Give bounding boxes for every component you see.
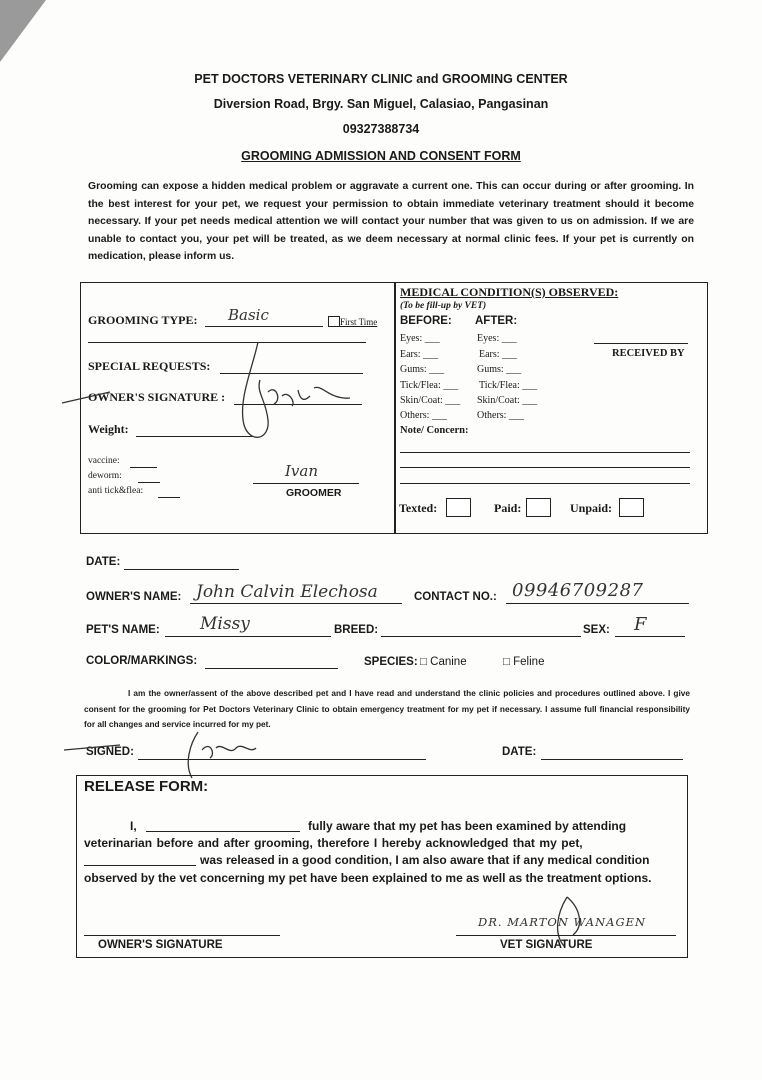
species-label: SPECIES:	[364, 656, 418, 668]
date-line[interactable]	[124, 569, 239, 570]
breed-line[interactable]	[381, 636, 581, 637]
contact-label: CONTACT NO.:	[414, 591, 497, 603]
weight-label: Weight:	[88, 422, 129, 436]
signed-date-line[interactable]	[541, 759, 683, 760]
before-label: BEFORE:	[400, 315, 452, 327]
after-tickflea: Tick/Flea: ___	[479, 380, 538, 391]
medical-title: MEDICAL CONDITION(S) OBSERVED:	[400, 285, 619, 299]
groomer-name[interactable]: Ivan	[285, 462, 319, 480]
before-skincoat: Skin/Coat: ___	[400, 395, 461, 406]
vet-signature-label: VET SIGNATURE	[500, 939, 593, 951]
after-ears: Ears: ___	[479, 349, 518, 360]
vaccine-label: vaccine:	[88, 456, 120, 466]
sex-label: SEX:	[583, 624, 610, 636]
pet-name-line	[165, 636, 331, 637]
grooming-type-line	[205, 326, 323, 327]
received-by-line[interactable]	[594, 343, 688, 344]
clinic-address: Diversion Road, Brgy. San Miguel, Calasiao, Pangasinan	[213, 97, 549, 111]
note-line-2[interactable]	[400, 467, 690, 468]
color-markings-label: COLOR/MARKINGS:	[86, 655, 198, 667]
color-markings-line[interactable]	[205, 668, 338, 669]
special-requests-label: SPECIAL REQUESTS:	[88, 359, 211, 373]
contact-line	[506, 603, 689, 604]
after-others: Others: ___	[477, 410, 524, 421]
before-ears: Ears: ___	[400, 349, 439, 360]
after-gums: Gums: ___	[477, 364, 522, 375]
first-time-label: First Time	[340, 317, 378, 327]
after-eyes: Eyes: ___	[477, 333, 517, 344]
sex-value[interactable]: F	[634, 614, 647, 635]
signed-date-label: DATE:	[502, 746, 537, 758]
breed-label: BREED:	[334, 624, 379, 636]
folded-corner	[0, 0, 46, 62]
grooming-type-label: GROOMING TYPE:	[88, 313, 198, 327]
before-tickflea: Tick/Flea: ___	[400, 380, 459, 391]
owner-signature-release-line[interactable]	[84, 935, 280, 936]
release-line4: observed by the vet concerning my pet have been explained to me as well as the treatment options.	[84, 871, 652, 885]
antitick-label: anti tick&flea:	[88, 486, 144, 496]
species-feline-option[interactable]: □ Feline	[503, 656, 545, 668]
species-canine-option[interactable]: □ Canine	[420, 656, 467, 668]
unpaid-checkbox[interactable]	[619, 498, 644, 517]
release-owner-signature-label: OWNER'S SIGNATURE	[98, 939, 223, 951]
first-time-checkbox[interactable]	[328, 316, 340, 327]
unpaid-label: Unpaid:	[570, 501, 613, 515]
vet-signature-line[interactable]	[456, 935, 676, 936]
intro-paragraph: Grooming can expose a hidden medical problem or aggravate a current one. This can occur during or after grooming. In the best interest for your pet, we request your permission to obtain immediate veterinary treatment should it become necessary. If your pet needs medical attention we will contact your number that was given to us on admission. If we are unable to contact you, your pet will be treated, as we deem necessary at normal clinic fees. If your pet is currently on medication, please inform us.	[88, 181, 694, 263]
release-name-line[interactable]	[146, 831, 300, 832]
received-by-label: RECEIVED BY	[612, 348, 685, 359]
clinic-name: PET DOCTORS VETERINARY CLINIC and GROOMING CENTER	[194, 72, 568, 86]
release-pet-line[interactable]	[84, 865, 196, 866]
deworm-line[interactable]	[138, 482, 160, 483]
paid-label: Paid:	[494, 501, 522, 515]
pet-name-label: PET'S NAME:	[86, 624, 160, 636]
owner-name-line	[190, 603, 402, 604]
medical-subtitle: (To be fill-up by VET)	[400, 301, 487, 311]
date-label: DATE:	[86, 556, 121, 568]
note-line-3[interactable]	[400, 483, 690, 484]
release-top-line	[76, 775, 687, 776]
clinic-phone: 09327388734	[342, 122, 420, 136]
before-eyes: Eyes: ___	[400, 333, 440, 344]
owner-name-value[interactable]: John Calvin Elechosa	[196, 582, 378, 602]
after-label: AFTER:	[475, 315, 518, 327]
texted-checkbox[interactable]	[446, 498, 471, 517]
owner-signature-label: OWNER'S SIGNATURE :	[88, 390, 226, 404]
release-line2: veterinarian before and after grooming, therefore I hereby acknowledged that my pet,	[84, 836, 583, 850]
sex-line	[615, 636, 685, 637]
release-line3: was released in a good condition, I am also aware that if any medical condition	[200, 853, 650, 867]
note-concern-label: Note/ Concern:	[400, 425, 469, 436]
signed-label: SIGNED:	[86, 746, 134, 758]
groomer-label: GROOMER	[286, 487, 342, 499]
groomer-line	[253, 483, 359, 484]
contact-value[interactable]: 09946709287	[512, 580, 644, 601]
consent-paragraph: I am the owner/assent of the above described pet and I have read and understand the clinic policies and procedures outlined above. I give consent for the grooming for Pet Doctors Veterinary Clinic to obtain emergency treatment for my pet if necessary. I assume full financial responsibility for all changes and service incurred for my pet.	[84, 688, 690, 729]
after-skincoat: Skin/Coat: ___	[477, 395, 538, 406]
release-title: RELEASE FORM:	[84, 778, 209, 795]
before-gums: Gums: ___	[400, 364, 445, 375]
before-others: Others: ___	[400, 410, 447, 421]
deworm-label: deworm:	[88, 471, 122, 481]
pet-name-value[interactable]: Missy	[200, 614, 250, 634]
antitick-line[interactable]	[158, 497, 180, 498]
texted-label: Texted:	[399, 501, 438, 515]
vet-name-value[interactable]: DR. MARTON WANAGEN	[478, 915, 647, 929]
owner-signature-scribble	[230, 340, 360, 450]
owner-name-label: OWNER'S NAME:	[86, 591, 182, 603]
paid-checkbox[interactable]	[526, 498, 551, 517]
vaccine-line[interactable]	[130, 467, 157, 468]
release-i-label: I,	[130, 819, 137, 833]
release-line1: fully aware that my pet has been examined by attending	[308, 819, 627, 833]
note-line-1[interactable]	[400, 452, 690, 453]
grooming-type-value[interactable]: Basic	[228, 306, 269, 324]
form-title: GROOMING ADMISSION AND CONSENT FORM	[241, 149, 521, 163]
